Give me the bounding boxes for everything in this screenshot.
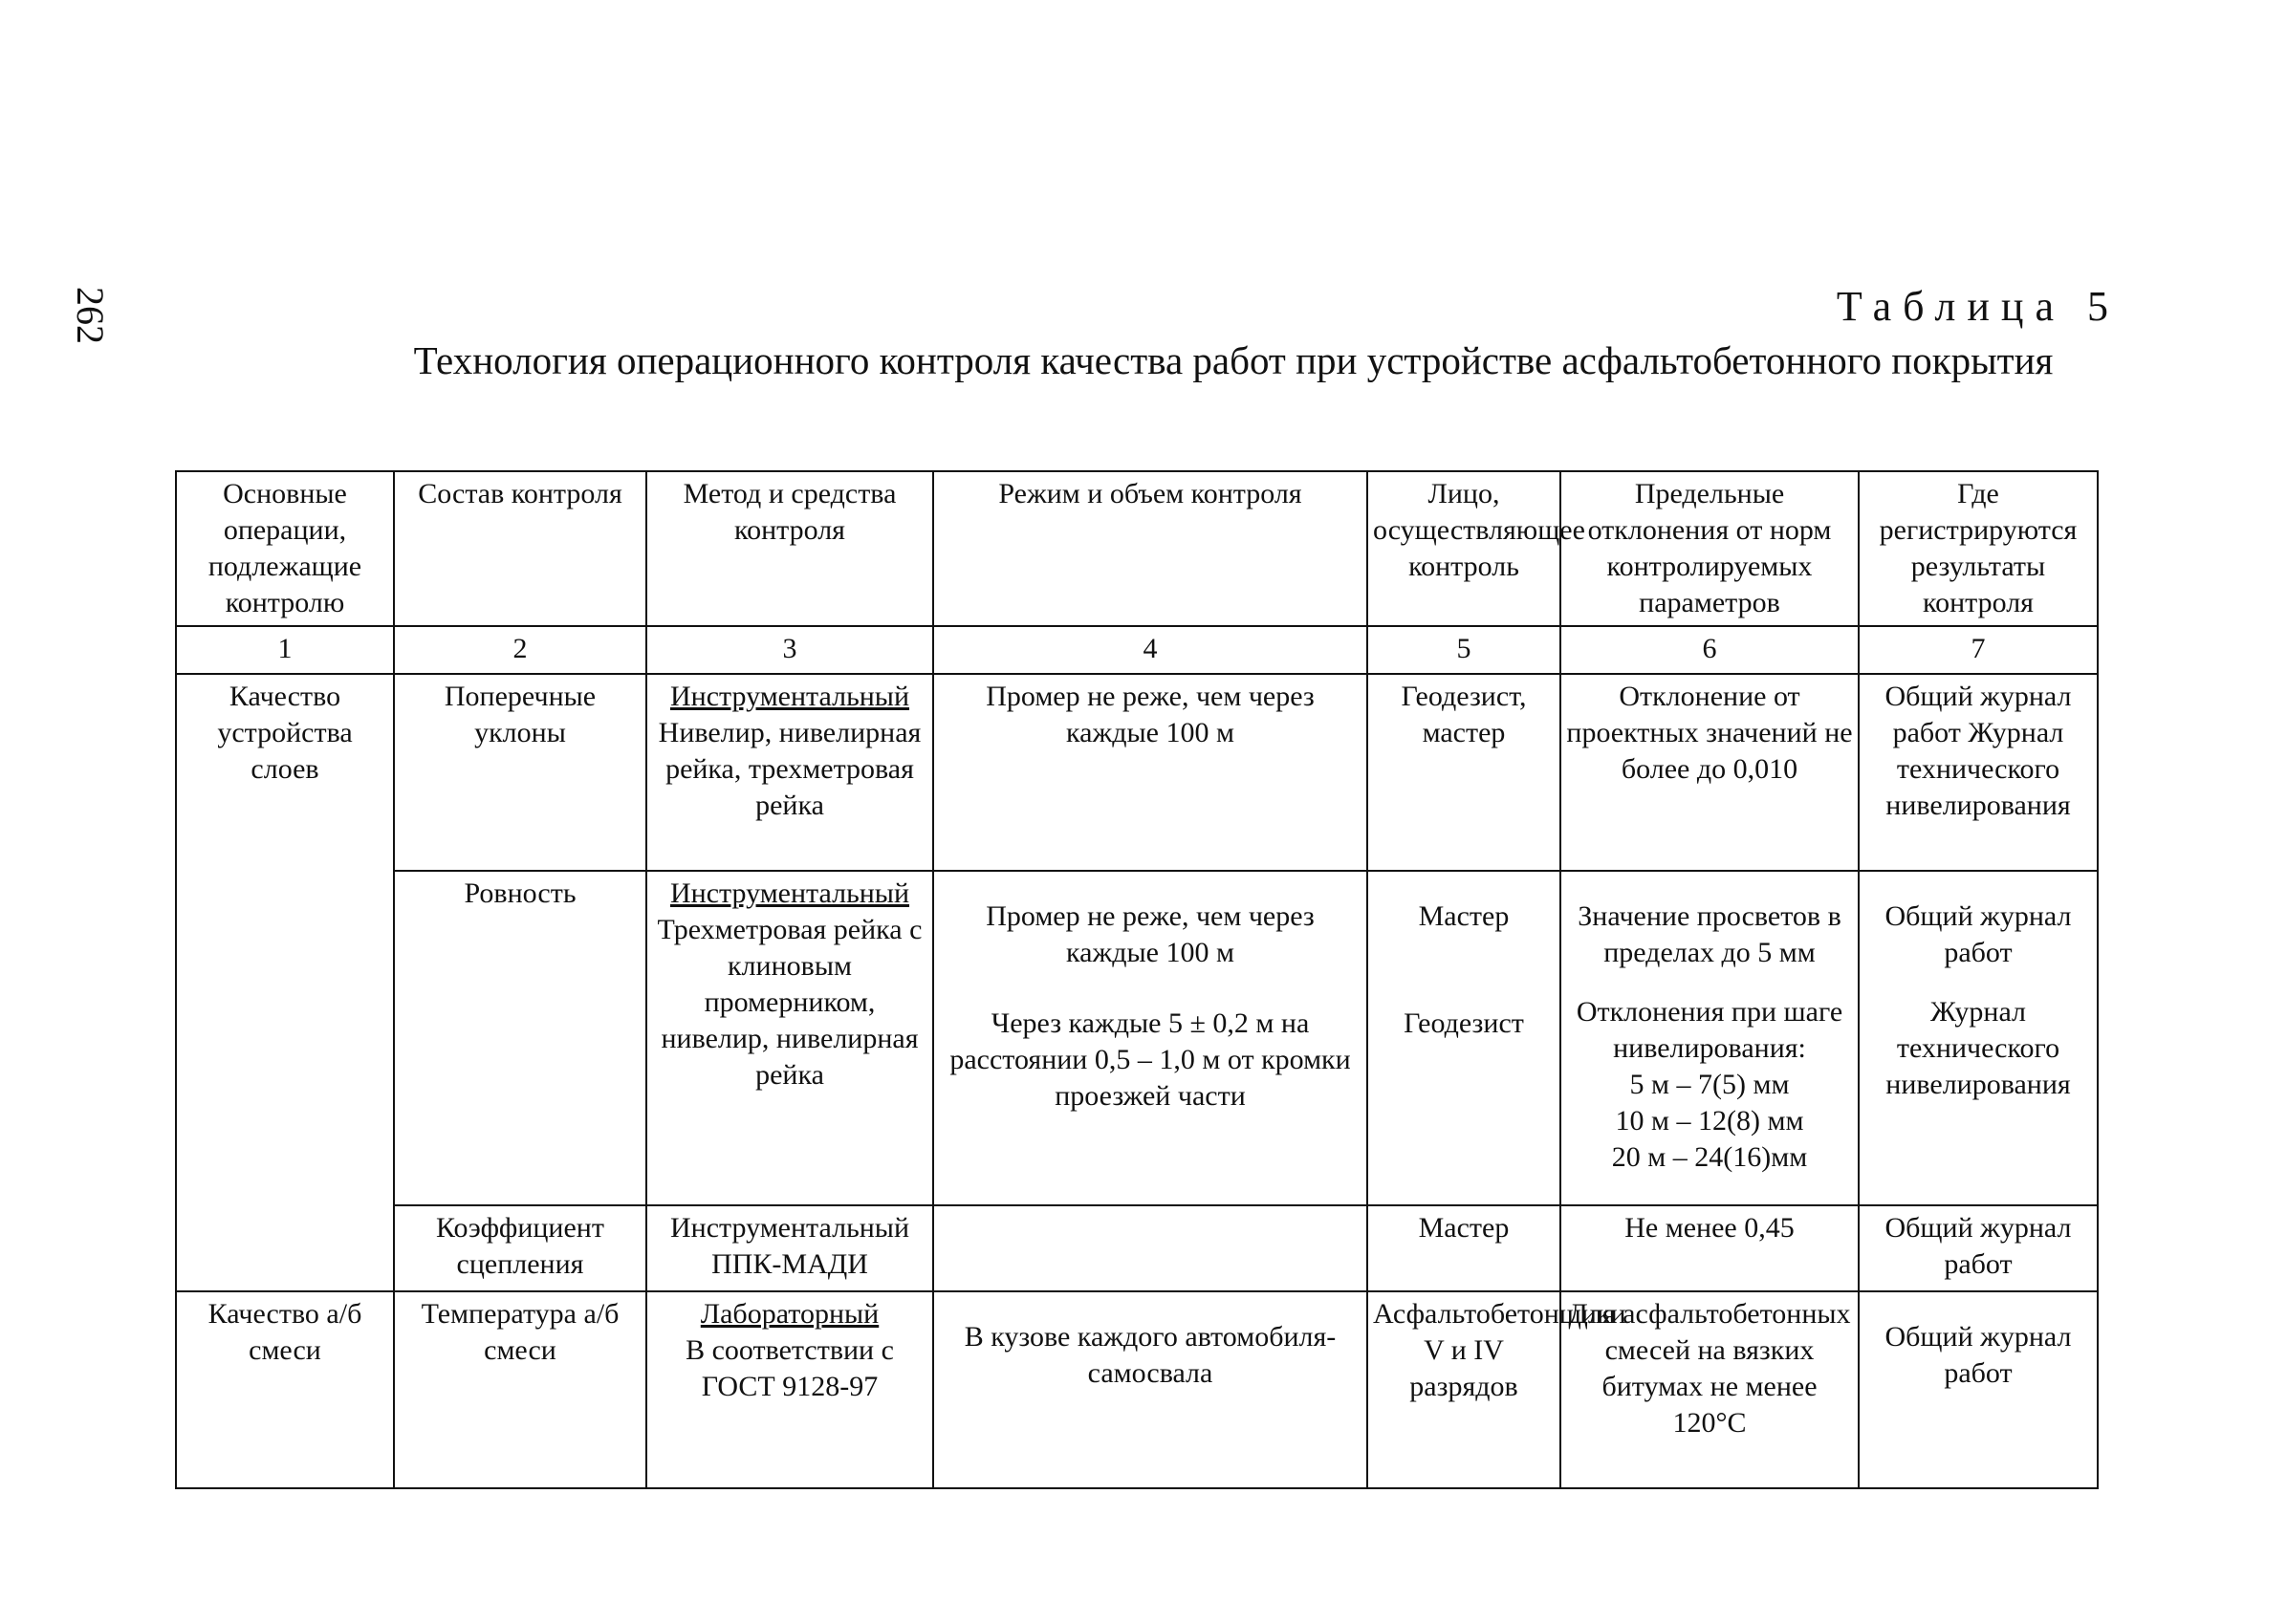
- method-tools: ППК-МАДИ: [711, 1248, 868, 1280]
- mode-text: Промер не реже, чем через каждые 100 м: [986, 900, 1315, 968]
- deviation-cell: Не менее 0,45: [1560, 1205, 1859, 1291]
- column-number-row: [176, 626, 2098, 674]
- column-number: 3: [646, 626, 933, 674]
- mode-cell: [933, 871, 1367, 1205]
- deviation-cell: Отклонение от проектных значений не более до 0,010: [1560, 674, 1859, 871]
- mode-cell: [933, 1291, 1367, 1488]
- mode-text: Через каждые 5 ± 0,2 м на расстоянии 0,5 – 1,0 м от кромки проезжей части: [949, 1007, 1351, 1112]
- column-number: 4: [933, 626, 1367, 674]
- table-row: [176, 1205, 2098, 1291]
- column-number: 2: [394, 626, 646, 674]
- person-cell: Геодезист, мастер: [1367, 674, 1560, 871]
- method-cell: [646, 1291, 933, 1488]
- method-tools: Трехметровая рейка с клиновым промерником, нивелир, нивелирная рейка: [657, 914, 923, 1091]
- method-cell: [646, 674, 933, 871]
- column-header: Состав контроля: [394, 471, 646, 626]
- mode-cell: Промер не реже, чем через каждые 100 м: [933, 674, 1367, 871]
- operation-cell: Качество устройства слоев: [176, 674, 394, 1291]
- person-cell: Асфальтобетонщики V и IV разрядов: [1367, 1291, 1560, 1488]
- registry-cell: [1859, 1291, 2098, 1488]
- deviation-line: 20 м – 24(16)мм: [1611, 1141, 1808, 1173]
- method-cell: [646, 1205, 933, 1291]
- composition-cell: Ровность: [394, 871, 646, 1205]
- column-header: Режим и объем контроля: [933, 471, 1367, 626]
- method-type: Инструментальный: [669, 877, 910, 909]
- column-header: Основные операции, подлежащие контролю: [176, 471, 394, 626]
- header-row: [176, 471, 2098, 626]
- column-header: Метод и средства контроля: [646, 471, 933, 626]
- column-number: 1: [176, 626, 394, 674]
- deviation-text: Значение просветов в пределах до 5 мм: [1578, 900, 1841, 968]
- page-title: Технология операционного контроля качества работ при устройстве асфальтобетонного покрытия: [413, 338, 2054, 382]
- registry-cell: Общий журнал работ: [1859, 1205, 2098, 1291]
- method-type: Инструментальный: [669, 681, 910, 712]
- column-header: Лицо, осуществляющее контроль: [1367, 471, 1560, 626]
- column-number: 6: [1560, 626, 1859, 674]
- table-row: [176, 674, 2098, 871]
- person-text: Геодезист: [1404, 1007, 1524, 1039]
- operation-cell: Качество а/б смеси: [176, 1291, 394, 1488]
- composition-cell: Коэффициент сцепления: [394, 1205, 646, 1291]
- deviation-cell: Для асфальтобетонных смесей на вязких битумах не менее 120°С: [1560, 1291, 1859, 1488]
- deviation-text: Отклонения при шаге нивелирования:: [1576, 996, 1843, 1064]
- registry-cell: [1859, 871, 2098, 1205]
- page-number: 262: [69, 287, 112, 344]
- registry-text: Общий журнал работ: [1884, 1321, 2072, 1389]
- deviation-line: 10 м – 12(8) мм: [1615, 1105, 1804, 1137]
- composition-cell: Поперечные уклоны: [394, 674, 646, 871]
- mode-cell: [933, 1205, 1367, 1291]
- column-header: Предельные отклонения от норм контролируемых параметров: [1560, 471, 1859, 626]
- table-label: Таблица 5: [1836, 283, 2120, 330]
- registry-text: Журнал технического нивелирования: [1885, 996, 2071, 1100]
- method-type: Лабораторный: [700, 1298, 880, 1330]
- method-tools: В соответствии с ГОСТ 9128-97: [686, 1334, 894, 1402]
- column-number: 5: [1367, 626, 1560, 674]
- composition-cell: Температура а/б смеси: [394, 1291, 646, 1488]
- mode-text: В кузове каждого автомобиля-самосвала: [964, 1321, 1337, 1389]
- column-header: Где регистрируются результаты контроля: [1859, 471, 2098, 626]
- method-type: Инструментальный: [669, 1212, 910, 1244]
- person-text: Мастер: [1418, 900, 1510, 932]
- person-cell: Мастер: [1367, 1205, 1560, 1291]
- column-number: 7: [1859, 626, 2098, 674]
- person-cell: [1367, 871, 1560, 1205]
- deviation-cell: [1560, 871, 1859, 1205]
- registry-cell: Общий журнал работ Журнал технического нивелирования: [1859, 674, 2098, 871]
- method-cell: [646, 871, 933, 1205]
- table-row: [176, 871, 2098, 1205]
- method-tools: Нивелир, нивелирная рейка, трехметровая рейка: [658, 717, 922, 821]
- control-table: [175, 470, 2099, 1489]
- deviation-line: 5 м – 7(5) мм: [1629, 1069, 1790, 1100]
- table-row: [176, 1291, 2098, 1488]
- registry-text: Общий журнал работ: [1884, 900, 2072, 968]
